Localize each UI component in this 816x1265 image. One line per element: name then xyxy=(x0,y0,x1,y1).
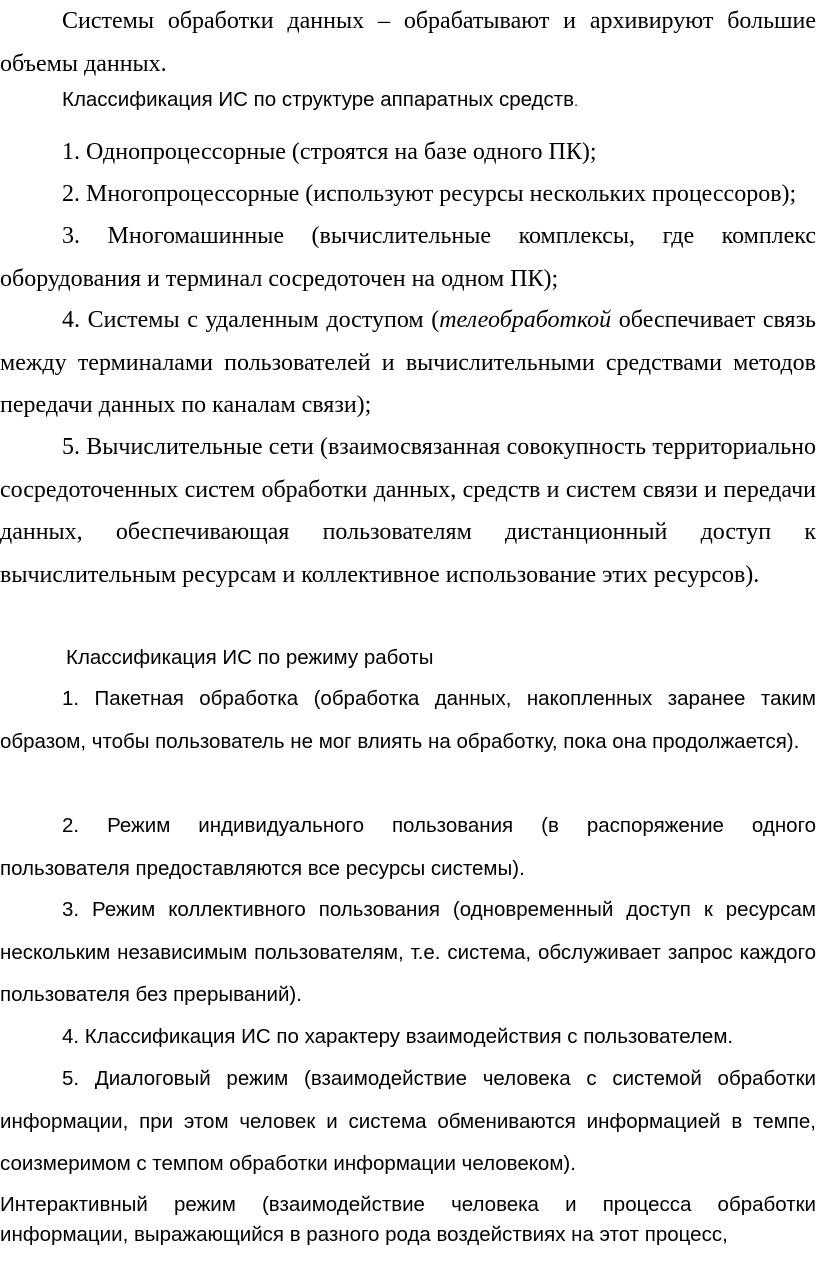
hw-item4-emphasis: телеобработкой xyxy=(439,307,612,333)
hw-list-item-5: 5. Вычислительные сети (взаимосвязанная совокупность территориально сосредоточенных систем обработки данных, средств и систем связи и передачи данных, обеспечивающая пользователям дистанционный доступ к вычислительным ресурсам и коллективное использование этих ресурсов). xyxy=(0,434,816,589)
hw-item4-end: обеспечивает связь между терминалами пользователей и вычислительными средствами методов передачи данных по каналам связи); xyxy=(0,307,816,419)
heading-hardware-classification xyxy=(0,79,816,123)
heading-hardware-text: Классификация ИС по структуре аппаратных средств xyxy=(62,88,575,111)
mode-list-item-2: 2. Режим индивидуального пользования (в распоряжение одного пользователя предоставляются все ресурсы системы). xyxy=(0,814,816,880)
hw-item4-start: 4. Системы с удаленным доступом ( xyxy=(62,307,440,333)
heading-hardware-dot: . xyxy=(574,93,578,109)
mode-list-item-1: 1. Пакетная обработка (обработка данных, накопленных заранее таким образом, чтобы пользователь не мог влиять на обработку, пока она продолжается). xyxy=(0,687,816,753)
hw-list-item-2: 2. Многопроцессорные (используют ресурсы нескольких процессоров); xyxy=(62,181,797,207)
mode-list-item-3: 3. Режим коллективного пользования (одновременный доступ к ресурсам нескольким независимым пользователям, т.е. система, обслуживает запрос каждого пользователя без прерываний). xyxy=(0,898,816,1007)
hw-list-item-4 xyxy=(0,299,816,427)
hw-list-item-3: 3. Многомашинные (вычислительные комплексы, где комплекс оборудования и терминал сосредоточен на одном ПК); xyxy=(0,223,816,292)
paragraph-data-processing-systems: Системы обработки данных – обрабатывают и архивируют большие объемы данных. xyxy=(0,8,816,77)
heading-mode-classification: Классификация ИС по режиму работы xyxy=(66,646,434,669)
paragraph-interactive-mode: Интерактивный режим (взаимодействие человека и процесса обработки информации, выражающийся в разного рода воздействиях на этот процесс, xyxy=(0,1193,816,1246)
mode-list-item-4: 4. Классификация ИС по характеру взаимодействия с пользователем. xyxy=(62,1025,734,1048)
mode-list-item-5: 5. Диалоговый режим (взаимодействие человека с системой обработки информации, при этом человек и система обмениваются информацией в темпе, соизмеримом с темпом обработки информации человеком). xyxy=(0,1067,816,1176)
hw-list-item-1: 1. Однопроцессорные (строятся на базе одного ПК); xyxy=(62,139,597,165)
